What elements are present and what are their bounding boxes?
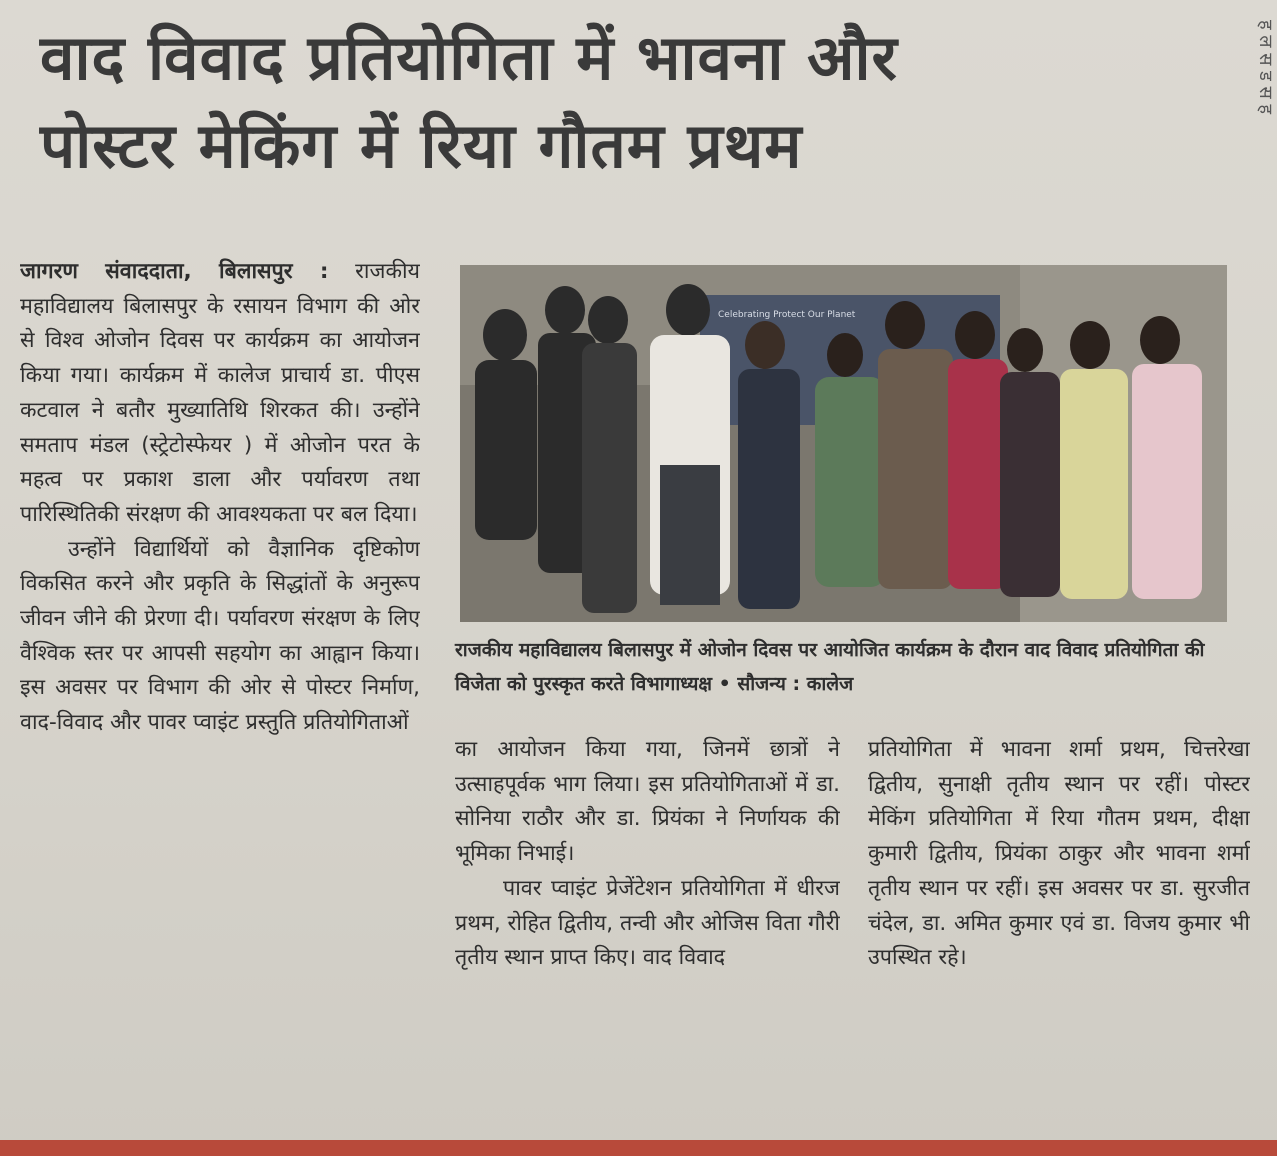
column-1-paragraph-1: राजकीय महाविद्यालय बिलासपुर के रसायन विभाग की ओर से विश्व ओजोन दिवस पर कार्यक्रम का आयोजन किया गया। कार्यक्रम में कालेज प्राचार्य डा. पीएस कटवाल ने बतौर मुख्यातिथि शिरकत की। उन्होंने समताप मंडल (स्ट्रेटोस्फेयर ) में ओजोन परत के महत्व पर प्रकाश डाला और पर्यावरण तथा पारिस्थितिकी संरक्षण की आवश्यकता पर बल दिया। [20,259,420,527]
news-photo [460,265,1227,622]
headline [40,14,1240,190]
column-2-paragraph-2: पावर प्वाइंट प्रेजेंटेशन प्रतियोगिता में धीरज प्रथम, रोहित द्वितीय, तन्वी और ओजिस विता गौरी तृतीय स्थान प्राप्त किए। वाद विवाद [455,875,840,971]
banner-text: Celebrating Protect Our Planet [718,310,856,320]
bottom-rule [0,1140,1277,1156]
column-2-paragraph-1: का आयोजन किया गया, जिनमें छात्रों ने उत्साहपूर्वक भाग लिया। इस प्रतियोगिताओं में डा. सोनिया राठौर और डा. प्रियंका ने निर्णायक की भूमिका निभाई। [455,737,840,867]
headline-line-1: वाद विवाद प्रतियोगिता में भावना और [40,21,898,94]
group-photo-illustration [460,265,1227,622]
photo-caption: राजकीय महाविद्यालय बिलासपुर में ओजोन दिवस पर आयोजित कार्यक्रम के दौरान वाद विवाद प्रतियोगिता की विजेता को पुरस्कृत करते विभागाध्यक्ष • सौजन्य : कालेज [455,639,1205,695]
column-3-paragraph-1: प्रतियोगिता में भावना शर्मा प्रथम, चित्तरेखा द्वितीय, सुनाक्षी तृतीय स्थान पर रहीं। पोस्टर मेकिंग प्रतियोगिता में रिया गौतम प्रथम, दीक्षा कुमारी द्वितीय, प्रियंका ठाकुर और भावना शर्मा तृतीय स्थान पर रहीं। इस अवसर पर डा. सुरजीत चंदेल, डा. अमित कुमार एवं डा. विजय कुमार भी उपस्थित रहे। [868,737,1250,971]
headline-line-2: पोस्टर मेकिंग में रिया गौतम प्रथम [40,109,803,182]
adjacent-article-edge: ह ल स ड स ह [1255,20,1276,114]
article-column-2 [455,733,840,1105]
article-column-3 [868,733,1250,1105]
byline: जागरण संवाददाता, बिलासपुर : [20,259,329,284]
column-1-paragraph-2: उन्होंने विद्यार्थियों को वैज्ञानिक दृष्टिकोण विकसित करने और प्रकृति के सिद्धांतों के अनुरूप जीवन जीने की प्रेरणा दी। पर्यावरण संरक्षण के लिए वैश्विक स्तर पर आपसी सहयोग का आह्वान किया। इस अवसर पर विभाग की ओर से पोस्टर निर्माण, वाद-विवाद और पावर प्वाइंट प्रस्तुति प्रतियोगिताओं [20,536,420,736]
article-column-1 [20,255,420,1105]
